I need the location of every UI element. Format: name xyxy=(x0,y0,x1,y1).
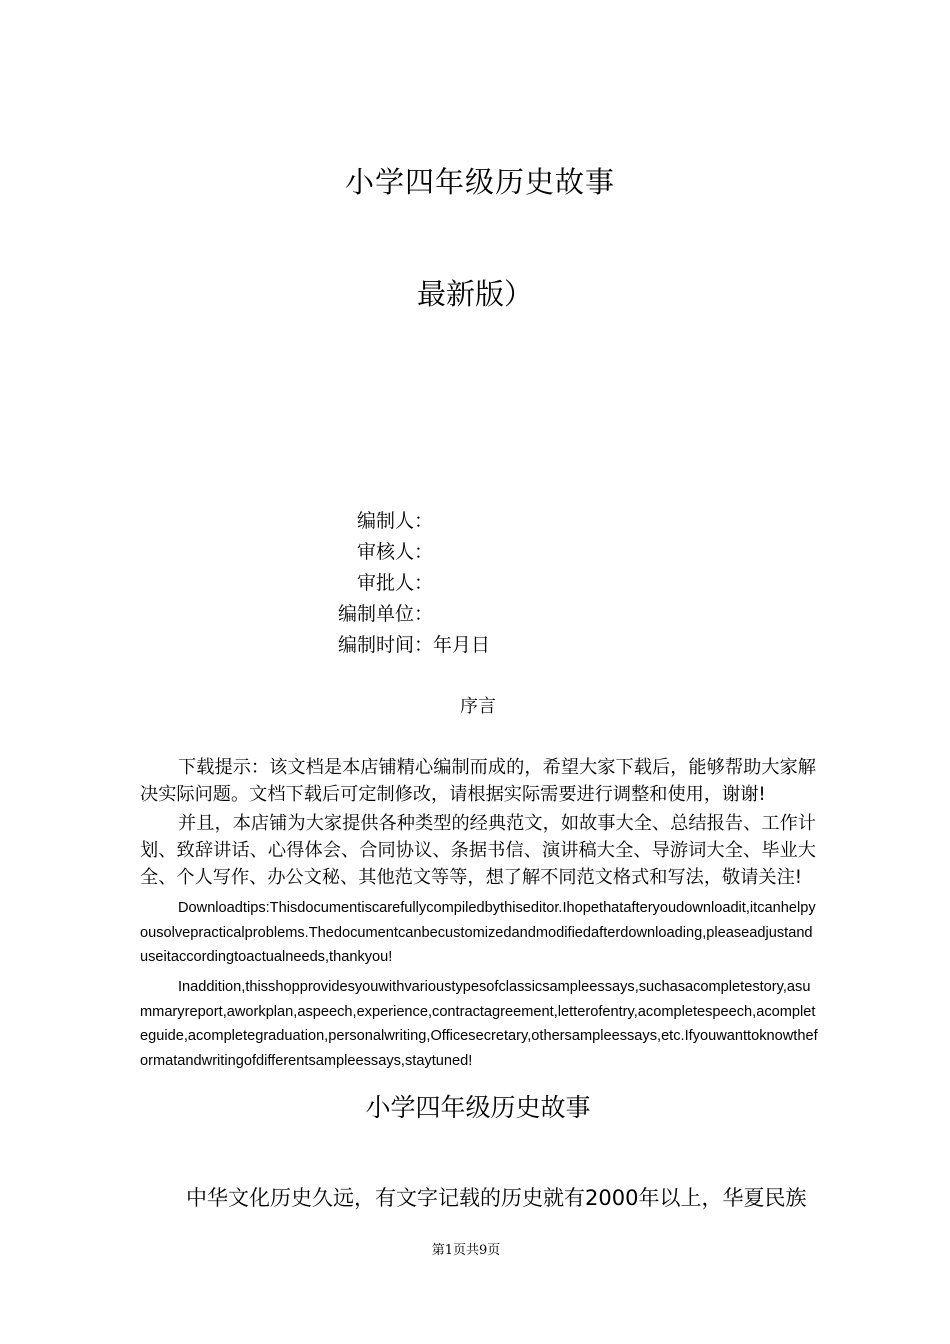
meta-label: 编制单位： xyxy=(337,603,433,625)
body-text: 中华文化历史久远，有文字记载的历史就有2000年以上，华夏民族 xyxy=(186,1186,807,1210)
meta-reviewer xyxy=(337,537,433,564)
meta-label: 编制人： xyxy=(356,510,433,532)
meta-label: 审核人： xyxy=(356,541,433,563)
preface-en-paragraph: Downloadtips:Thisdocumentiscarefullycompiledbythiseditor.Ihopethatafteryoudownloadit,itcanhelpyousolvepracticalproblems.Thedocumentcanbecustomizedandmodifiedafterdownloading,pleaseadjustanduseitaccordingtoactualneeds,thankyou! xyxy=(140,900,816,965)
preface-paragraph: 下载提示：该文档是本店铺精心编制而成的，希望大家下载后，能够帮助大家解决实际问题。文档下载后可定制修改，请根据实际需要进行调整和使用，谢谢! xyxy=(140,757,816,805)
document-title: 小学四年级历史故事 xyxy=(344,165,615,199)
meta-compiler xyxy=(337,506,433,533)
meta-date xyxy=(337,630,490,657)
preface-paragraph: 并且，本店铺为大家提供各种类型的经典范文，如故事大全、总结报告、工作计划、致辞讲话、心得体会、合同协议、条据书信、演讲稿大全、导游词大全、毕业大全、个人写作、办公文秘、其他范文等等，想了解不同范文格式和写法，敬请关注! xyxy=(140,813,816,888)
meta-label: 审批人： xyxy=(356,572,433,594)
preface-heading: 序言 xyxy=(460,696,496,717)
meta-unit xyxy=(337,599,433,626)
section-title: 小学四年级历史故事 xyxy=(365,1093,591,1122)
meta-label: 编制时间： xyxy=(337,634,433,656)
page-footer: 第1页共9页 xyxy=(431,1243,501,1258)
preface-en-paragraph: Inaddition,thisshopprovidesyouwithvarioustypesofclassicsampleessays,suchasacompletestory,asummaryreport,aworkplan,aspeech,experience,contractagreement,letterofentry,acompletespeech,acompleteguide,acompletegraduation,personalwriting,Officesecretary,othersampleessays,etc.Ifyouwanttoknowtheformatandwritingofdifferentsampleessays,staytuned! xyxy=(140,979,818,1069)
meta-approver xyxy=(337,568,433,595)
document-subtitle: 最新版） xyxy=(416,277,533,311)
meta-value: 年月日 xyxy=(433,634,491,656)
